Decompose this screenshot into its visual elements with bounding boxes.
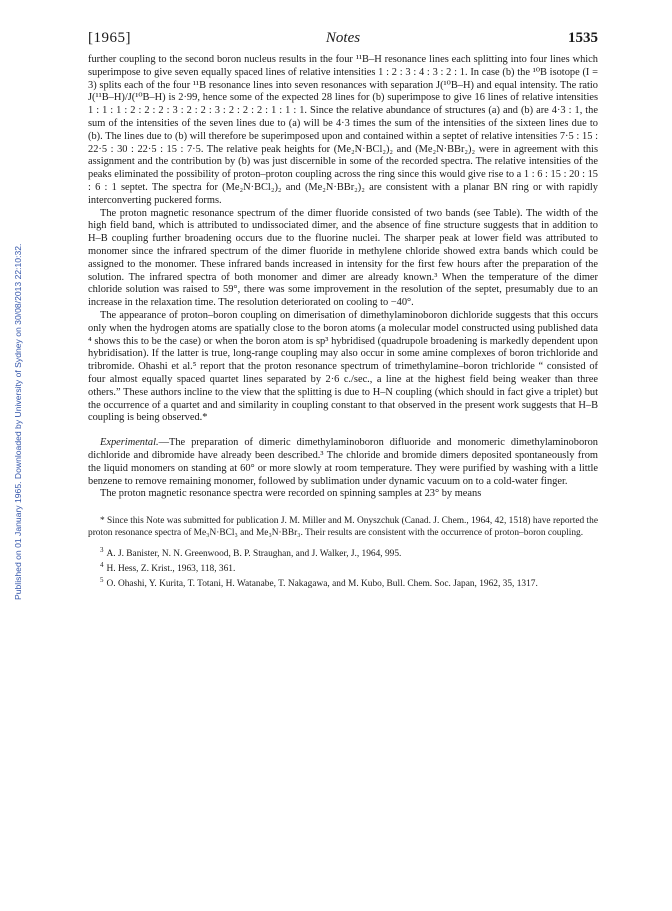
header-title: Notes [325, 30, 361, 46]
header-year: [1965] [88, 30, 131, 46]
paragraph-fluoride-spectrum: The proton magnetic resonance spectrum of the dimer fluoride consisted of two bands (see Table). The width of the high field band, which is attributed to undissociated dimer, and the absence of fine structure suggests that in addition to H–B coupling further broadening occurs due to the fluorine nuclei. The sharper peak at lower field was attributed to monomer since the infrared spectrum of the dimer fluoride in methylene chloride showed extra bands which could be assigned to the monomer. These infrared bands increased in intensity for the first few hours after the preparation of the solution. The infrared spectra of both monomer and dimer are already known.³ When the temperature of the dimer chloride solution was raised to 59°, there was some improvement in the resolution of the septet, presumably due to an increase in the relaxation time. The resolution deteriorated on cooling to −40°. [88, 207, 598, 309]
reference-item [88, 575, 598, 590]
reference-text: A. J. Banister, N. N. Greenwood, B. P. Straughan, and J. Walker, J., 1964, 995. [106, 548, 402, 559]
experimental-paragraph [88, 437, 598, 488]
experimental-continuation: The proton magnetic resonance spectra were recorded on spinning samples at 23° by means [100, 488, 482, 500]
reference-item [88, 545, 598, 560]
references-list [88, 545, 598, 590]
reference-text: H. Hess, Z. Krist., 1963, 118, 361. [106, 563, 236, 574]
paragraph-proton-boron: The appearance of proton–boron coupling on dimerisation of dimethylaminoboron dichloride suggests that this occurs only when the hydrogen atoms are spatially close to the boron atoms (a molecular model constructed using published data ⁴ shows this to be the case) or when the boron atom is sp³ hybridised (quadrupole broadening is markedly dependent upon hybridisation). If the latter is true, long-range coupling may also occur in some amine complexes of boron trichloride and tribromide. Ohashi et al.⁵ report that the proton resonance spectrum of trimethylamine–boron trichloride “ consisted of four almost equally spaced quartet lines separated by 2·6 c./sec., a line at the highest field being weaker than three others.” These authors incline to the view that the splitting is due to H–N coupling (which should in fact give a triplet) but the occurrence of a quartet and and similarity in coupling constant to that observed in the present work suggests that H–B coupling is being observed.* [88, 309, 598, 424]
running-header [88, 30, 598, 52]
section-gap [88, 425, 598, 437]
reference-number: 5 [100, 575, 104, 584]
reference-number: 4 [100, 560, 104, 569]
reference-item [88, 560, 598, 575]
header-page-number: 1535 [568, 30, 598, 46]
footnote-star: * Since this Note was submitted for publication J. M. Miller and M. Onyszchuk (Canad. J. Chem., 1964, 42, 1518) have reported the proton resonance spectra of Me₃N·BCl₃ and Me₃N·BBr₃. Their results are consistent with the occurrence of proton–boron coupling. [88, 516, 598, 538]
reference-text: O. Ohashi, Y. Kurita, T. Totani, H. Watanabe, T. Nakagawa, and M. Kubo, Bull. Chem. Soc. Japan, 1962, 35, 1317. [106, 578, 538, 589]
experimental-heading: Experimental. [100, 437, 159, 449]
article-body [88, 54, 598, 590]
paragraph-coupling: further coupling to the second boron nucleus results in the four ¹¹B–H resonance lines each splitting into four lines which superimpose to give seven equally spaced lines of relative intensities 1 : 2 : 3 : 4 : 3 : 2 : 1. In case (b) the ¹⁰B isotope (I = 3) splits each of the four ¹¹B resonance lines into seven resonances with separation J(¹⁰B–H) and equal intensity. The ratio J(¹¹B–H)/J(¹⁰B–H) is 2·99, hence some of the expected 28 lines for (b) superimpose to give 16 lines of relative intensities 1 : 1 : 1 : 2 : 2 : 2 : 3 : 2 : 2 : 3 : 2 : 2 : 2 : 1 : 1 : 1. Since the relative abundance of structures (a) and (b) are 4·3 : 1, the sum of the intensities of the seven lines due to (a) will be 4·3 times the sum of the intensities of the sixteen lines due to (b). The lines due to (b) will therefore be superimposed upon and contained within a septet of relative intensities 7·5 : 15 : 22·5 : 30 : 22·5 : 15 : 7·5. The relative peak heights for (Me₂N·BCl₂)₂ and (Me₂N·BBr₂)₂ were in agreement with this assignment and the contribution by (b) was just discernible in some of the recorded spectra. The relative intensities of the peaks eliminated the possibility of proton–proton coupling across the ring since this would give rise to a 1 : 6 : 15 : 20 : 15 : 6 : 1 septet. The spectra for (Me₂N·BCl₂)₂ and (Me₂N·BBr₂)₂ are consistent with a planar BN ring or with rapidly interconverting puckered forms. [88, 54, 598, 206]
reference-number: 3 [100, 545, 104, 554]
download-watermark [2, 160, 23, 600]
download-watermark-text: Published on 01 January 1965. Downloaded by University of Sydney on 30/08/2013 22:10:32. [13, 243, 23, 600]
experimental-text: —The preparation of dimeric dimethylaminoboron difluoride and monomeric dimethylaminoboron dichloride and dibromide have already been described.³ The chloride and bromide dimers deposited spontaneously from the liquid monomers on standing at 60° or more slowly at room temperature. They were purified by washing with a little benzene to remove remaining monomer, followed by sublimation under dynamic vacuum on to a cold-water finger. [88, 437, 598, 487]
